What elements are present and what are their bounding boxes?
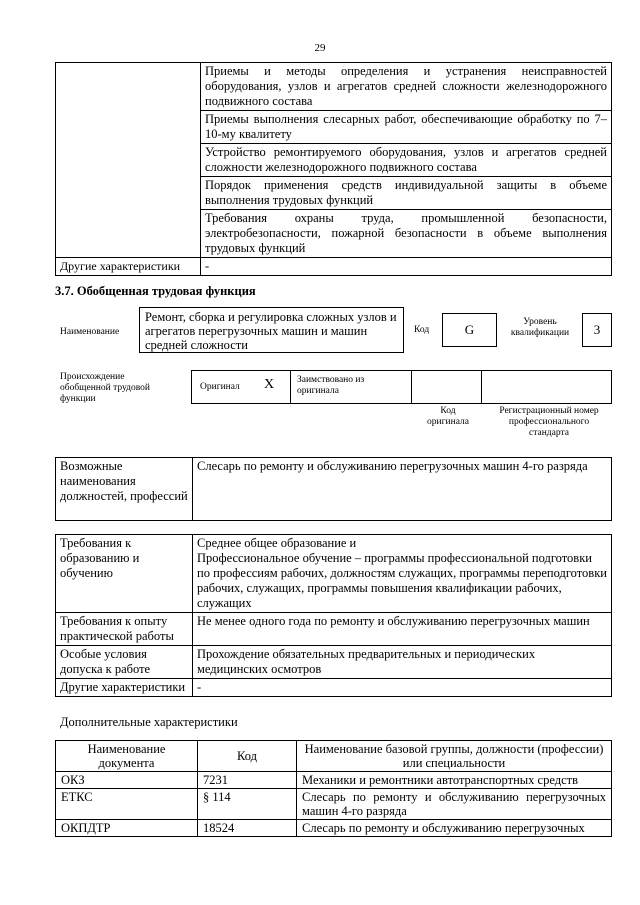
origin-divider [481,370,482,404]
req-value: Не менее одного года по ремонту и обслуживанию перегрузочных машин [193,613,612,646]
cell: ЕТКС [56,789,198,820]
code-label: Код [414,325,430,335]
table-row [56,820,612,837]
borrowed-label: Заимствовано из оригинала [297,375,365,396]
cell: ОКПДТР [56,820,198,837]
header-cell: Код [198,741,297,772]
table-row [56,772,612,789]
origin-box [191,370,612,404]
name-label: Наименование [60,327,120,337]
knowledge-table [55,62,612,276]
additional-caption: Дополнительные характеристики [60,715,238,729]
page-number: 29 [314,42,326,54]
cell: 7231 [198,772,297,789]
knowledge-row: Устройство ремонтируемого оборудования, узлов и агрегатов средней сложности железнодорожного подвижного состава [201,144,612,177]
req-value: Среднее общее образование и Профессиональное обучение – программы профессиональной подготовки по профессиям рабочих, должностям служащих, программы переподготовки рабочих, служащих, программы повышения квалификации рабочих, служащих [193,535,612,613]
cell: ОКЗ [56,772,198,789]
header-cell: Наименование документа [56,741,198,772]
origin-divider [411,370,412,404]
req-label: Требования к опыту практической работы [56,613,193,646]
level-label: Уровень квалификации [510,317,570,338]
code-original-caption: Код оригинала [427,406,469,427]
knowledge-label-cell [56,63,201,258]
knowledge-row: Приемы выполнения слесарных работ, обеспечивающие обработку по 7–10-му квалитету [201,111,612,144]
function-code: G [442,313,497,347]
origin-divider [290,370,291,404]
original-label: Оригинал [200,382,240,392]
knowledge-row: Приемы и методы определения и устранения неисправностей оборудования, узлов и агрегатов средней сложности железнодорожного подвижного состава [201,63,612,111]
section-title: 3.7. Обобщенная трудовая функция [55,284,256,298]
req-label: Требования к образованию и обучению [56,535,193,613]
positions-label: Возможные наименования должностей, профессий [56,458,193,521]
cell: § 114 [198,789,297,820]
req-value: - [193,679,612,697]
knowledge-row: Требования охраны труда, промышленной безопасности, электробезопасности, пожарной безопасности в объеме выполнения трудовых функций [201,210,612,258]
positions-value: Слесарь по ремонту и обслуживанию перегрузочных машин 4-го разряда [193,458,612,521]
qualification-level: 3 [582,313,612,347]
additional-table [55,740,612,837]
header-cell: Наименование базовой группы, должности (профессии) или специальности [297,741,612,772]
other-characteristics-label: Другие характеристики [56,258,201,276]
table-row [56,789,612,820]
reg-number-caption: Регистрационный номер профессионального стандарта [499,406,599,438]
origin-label: Происхождение обобщенной трудовой функции [60,372,150,404]
knowledge-row: Порядок применения средств индивидуальной защиты в объеме выполнения трудовых функций [201,177,612,210]
cell: 18524 [198,820,297,837]
req-label: Особые условия допуска к работе [56,646,193,679]
cell: Слесарь по ремонту и обслуживанию перегрузочных машин 4-го разряда [297,789,612,820]
cell: Механики и ремонтники автотранспортных средств [297,772,612,789]
req-value: Прохождение обязательных предварительных и периодических медицинских осмотров [193,646,612,679]
other-characteristics-value: - [201,258,612,276]
function-name: Ремонт, сборка и регулировка сложных узлов и агрегатов перегрузочных машин и машин средней сложности [139,307,404,353]
original-mark: X [264,377,275,392]
cell: Слесарь по ремонту и обслуживанию перегрузочных [297,820,612,837]
positions-table [55,457,612,521]
requirements-table [55,534,612,697]
req-label: Другие характеристики [56,679,193,697]
